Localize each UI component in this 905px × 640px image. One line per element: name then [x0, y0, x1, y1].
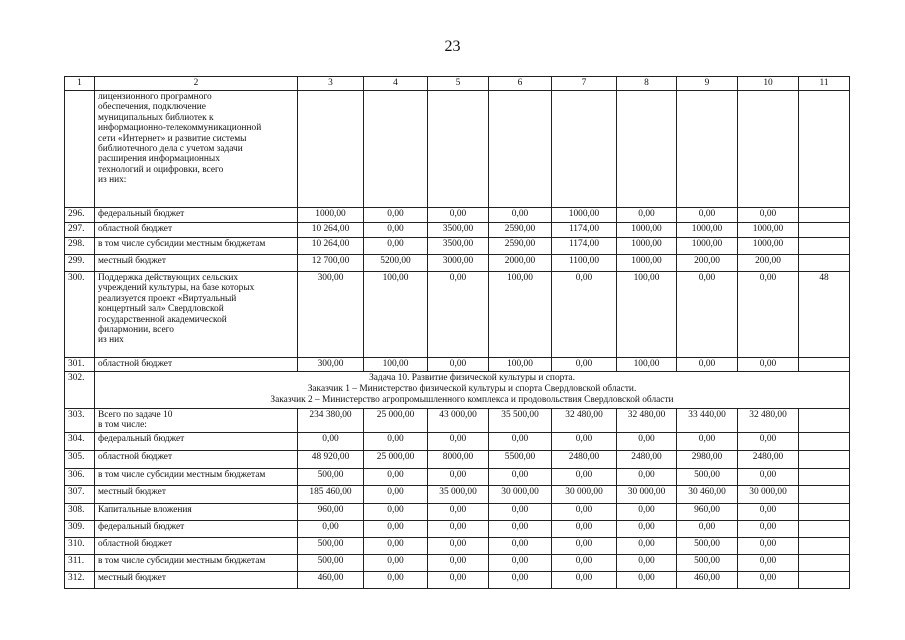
amount-cell: 0,00: [677, 358, 738, 372]
table-row: [65, 503, 850, 520]
amount-cell: 1000,00: [552, 208, 617, 223]
note-cell: [799, 537, 850, 554]
table-row: [65, 432, 850, 450]
amount-cell: 0,00: [617, 554, 677, 571]
amount-cell: 30 460,00: [677, 485, 738, 503]
column-number: 1: [65, 77, 95, 91]
amount-cell: 0,00: [364, 432, 428, 450]
amount-cell: 0,00: [552, 554, 617, 571]
amount-cell: 0,00: [617, 503, 677, 520]
amount-cell: 0,00: [552, 537, 617, 554]
amount-cell: 0,00: [428, 432, 489, 450]
amount-cell: 500,00: [298, 468, 364, 485]
amount-cell: 2480,00: [738, 450, 799, 468]
amount-cell: 2980,00: [677, 450, 738, 468]
table-row: [65, 255, 850, 272]
table-row: [65, 208, 850, 223]
amount-cell: 3500,00: [428, 223, 489, 238]
column-number: 6: [489, 77, 552, 91]
amount-cell: 0,00: [738, 272, 799, 358]
amount-cell: 3000,00: [428, 255, 489, 272]
amount-cell: 0,00: [489, 208, 552, 223]
row-number: 307.: [65, 485, 95, 503]
table-row: [65, 571, 850, 588]
note-cell: [799, 432, 850, 450]
amount-cell: 100,00: [617, 358, 677, 372]
amount-cell: 48 920,00: [298, 450, 364, 468]
row-label: Всего по задаче 10 в том числе:: [95, 409, 298, 433]
amount-cell: 1174,00: [552, 238, 617, 255]
budget-table: [64, 76, 850, 589]
amount-cell: 500,00: [677, 554, 738, 571]
amount-cell: 100,00: [489, 358, 552, 372]
amount-cell: [489, 91, 552, 208]
row-number: 302.: [65, 372, 95, 409]
note-cell: [799, 450, 850, 468]
amount-cell: 2480,00: [617, 450, 677, 468]
amount-cell: 234 380,00: [298, 409, 364, 433]
column-number: 3: [298, 77, 364, 91]
row-label: Поддержка действующих сельских учреждений культуры, на базе которых реализуется проект «Виртуальный концертный зал» Свердловской государственной академической филармонии, всего из них: [95, 272, 298, 358]
amount-cell: 0,00: [552, 468, 617, 485]
row-label: местный бюджет: [95, 571, 298, 588]
amount-cell: 5500,00: [489, 450, 552, 468]
amount-cell: 0,00: [489, 554, 552, 571]
table-row: [65, 409, 850, 433]
amount-cell: 1174,00: [552, 223, 617, 238]
amount-cell: 0,00: [364, 468, 428, 485]
amount-cell: 0,00: [677, 272, 738, 358]
note-cell: [799, 358, 850, 372]
amount-cell: 1000,00: [298, 208, 364, 223]
amount-cell: [617, 91, 677, 208]
amount-cell: 0,00: [552, 520, 617, 537]
amount-cell: 25 000,00: [364, 450, 428, 468]
amount-cell: 0,00: [428, 272, 489, 358]
table-row: [65, 372, 850, 409]
amount-cell: 12 700,00: [298, 255, 364, 272]
note-cell: [799, 571, 850, 588]
amount-cell: 100,00: [364, 358, 428, 372]
amount-cell: 0,00: [738, 520, 799, 537]
row-number: 296.: [65, 208, 95, 223]
amount-cell: 2000,00: [489, 255, 552, 272]
amount-cell: 0,00: [489, 468, 552, 485]
table-row: [65, 450, 850, 468]
amount-cell: 1000,00: [617, 223, 677, 238]
amount-cell: 0,00: [364, 238, 428, 255]
column-number: 7: [552, 77, 617, 91]
amount-cell: 100,00: [364, 272, 428, 358]
note-cell: [799, 223, 850, 238]
amount-cell: 0,00: [428, 208, 489, 223]
table-row: [65, 468, 850, 485]
row-label: областной бюджет: [95, 537, 298, 554]
amount-cell: 1000,00: [738, 223, 799, 238]
amount-cell: 0,00: [298, 520, 364, 537]
column-number: 9: [677, 77, 738, 91]
amount-cell: 200,00: [738, 255, 799, 272]
amount-cell: 30 000,00: [738, 485, 799, 503]
note-cell: [799, 485, 850, 503]
row-label: местный бюджет: [95, 485, 298, 503]
amount-cell: 32 480,00: [552, 409, 617, 433]
row-label: местный бюджет: [95, 255, 298, 272]
row-label: лицензионного програмного обеспечения, подключение муниципальных библиотек к информационно-телекоммуникационной сети «Интернет» и развитие системы библиотечного дела с учетом задачи расширения информационных технологий и оцифровки, всего из них:: [95, 91, 298, 208]
amount-cell: 0,00: [428, 520, 489, 537]
amount-cell: 200,00: [677, 255, 738, 272]
amount-cell: 8000,00: [428, 450, 489, 468]
amount-cell: 100,00: [617, 272, 677, 358]
table-row: [65, 554, 850, 571]
column-number: 8: [617, 77, 677, 91]
table-row: [65, 537, 850, 554]
amount-cell: 0,00: [428, 503, 489, 520]
row-number: 299.: [65, 255, 95, 272]
amount-cell: 1000,00: [617, 238, 677, 255]
amount-cell: 0,00: [298, 432, 364, 450]
row-label: Капитальные вложения: [95, 503, 298, 520]
amount-cell: [364, 91, 428, 208]
row-number: 298.: [65, 238, 95, 255]
amount-cell: 2480,00: [552, 450, 617, 468]
row-number: 301.: [65, 358, 95, 372]
row-label: областной бюджет: [95, 358, 298, 372]
note-cell: [799, 91, 850, 208]
amount-cell: 0,00: [552, 432, 617, 450]
row-number: 304.: [65, 432, 95, 450]
amount-cell: 0,00: [489, 432, 552, 450]
amount-cell: 3500,00: [428, 238, 489, 255]
amount-cell: 0,00: [738, 432, 799, 450]
amount-cell: 5200,00: [364, 255, 428, 272]
row-number: 310.: [65, 537, 95, 554]
column-number: 11: [799, 77, 850, 91]
row-number: 309.: [65, 520, 95, 537]
amount-cell: 0,00: [364, 503, 428, 520]
amount-cell: 0,00: [677, 432, 738, 450]
amount-cell: 0,00: [677, 208, 738, 223]
amount-cell: 0,00: [489, 537, 552, 554]
amount-cell: 0,00: [617, 468, 677, 485]
row-number: 300.: [65, 272, 95, 358]
amount-cell: 0,00: [489, 503, 552, 520]
amount-cell: 0,00: [617, 571, 677, 588]
note-cell: [799, 238, 850, 255]
row-number: 306.: [65, 468, 95, 485]
row-label: областной бюджет: [95, 450, 298, 468]
amount-cell: 0,00: [738, 554, 799, 571]
amount-cell: 500,00: [298, 554, 364, 571]
row-number: 308.: [65, 503, 95, 520]
note-cell: [799, 554, 850, 571]
column-number: 5: [428, 77, 489, 91]
amount-cell: 30 000,00: [489, 485, 552, 503]
table-row: [65, 485, 850, 503]
amount-cell: 10 264,00: [298, 223, 364, 238]
note-cell: [799, 409, 850, 433]
amount-cell: 30 000,00: [552, 485, 617, 503]
amount-cell: 0,00: [489, 520, 552, 537]
amount-cell: 185 460,00: [298, 485, 364, 503]
amount-cell: 0,00: [738, 358, 799, 372]
amount-cell: 1000,00: [617, 255, 677, 272]
amount-cell: 460,00: [677, 571, 738, 588]
row-label: федеральный бюджет: [95, 520, 298, 537]
amount-cell: 0,00: [489, 571, 552, 588]
amount-cell: 1100,00: [552, 255, 617, 272]
amount-cell: 0,00: [617, 208, 677, 223]
amount-cell: 100,00: [489, 272, 552, 358]
amount-cell: 300,00: [298, 272, 364, 358]
table-row: [65, 91, 850, 208]
amount-cell: 0,00: [428, 571, 489, 588]
amount-cell: 0,00: [364, 571, 428, 588]
amount-cell: 10 264,00: [298, 238, 364, 255]
amount-cell: 32 480,00: [738, 409, 799, 433]
amount-cell: 500,00: [677, 537, 738, 554]
note-cell: [799, 468, 850, 485]
amount-cell: 0,00: [738, 208, 799, 223]
amount-cell: 0,00: [364, 223, 428, 238]
row-label: в том числе субсидии местным бюджетам: [95, 468, 298, 485]
amount-cell: 0,00: [552, 358, 617, 372]
row-number: 312.: [65, 571, 95, 588]
amount-cell: 0,00: [677, 520, 738, 537]
amount-cell: 0,00: [738, 571, 799, 588]
row-number: 297.: [65, 223, 95, 238]
amount-cell: [738, 91, 799, 208]
amount-cell: 0,00: [738, 503, 799, 520]
column-number: 2: [95, 77, 298, 91]
amount-cell: [552, 91, 617, 208]
amount-cell: 960,00: [298, 503, 364, 520]
amount-cell: 0,00: [617, 537, 677, 554]
row-label: в том числе субсидии местным бюджетам: [95, 238, 298, 255]
row-label: федеральный бюджет: [95, 432, 298, 450]
amount-cell: 43 000,00: [428, 409, 489, 433]
amount-cell: 25 000,00: [364, 409, 428, 433]
table-row: [65, 520, 850, 537]
row-number: [65, 91, 95, 208]
amount-cell: 0,00: [364, 537, 428, 554]
row-number: 305.: [65, 450, 95, 468]
task-heading: Задача 10. Развитие физической культуры и спорта. Заказчик 1 – Министерство физической культуры и спорта Свердловской области. Заказчик 2 – Министерство агропромышленного комплекса и продовольствия Свердловской области: [95, 372, 850, 409]
amount-cell: 35 000,00: [428, 485, 489, 503]
amount-cell: 1000,00: [677, 223, 738, 238]
note-cell: [799, 503, 850, 520]
amount-cell: 0,00: [552, 503, 617, 520]
column-number: 10: [738, 77, 799, 91]
amount-cell: 0,00: [364, 485, 428, 503]
page-number: 23: [444, 38, 461, 55]
amount-cell: 30 000,00: [617, 485, 677, 503]
amount-cell: 35 500,00: [489, 409, 552, 433]
amount-cell: 2590,00: [489, 223, 552, 238]
amount-cell: 960,00: [677, 503, 738, 520]
amount-cell: 0,00: [428, 358, 489, 372]
note-cell: [799, 255, 850, 272]
amount-cell: 33 440,00: [677, 409, 738, 433]
row-label: областной бюджет: [95, 223, 298, 238]
amount-cell: 0,00: [738, 468, 799, 485]
amount-cell: 1000,00: [738, 238, 799, 255]
amount-cell: 0,00: [364, 554, 428, 571]
note-cell: [799, 208, 850, 223]
amount-cell: 0,00: [617, 520, 677, 537]
row-label: в том числе субсидии местным бюджетам: [95, 554, 298, 571]
amount-cell: [298, 91, 364, 208]
note-cell: [799, 520, 850, 537]
table-row: [65, 223, 850, 238]
amount-cell: 300,00: [298, 358, 364, 372]
row-label: федеральный бюджет: [95, 208, 298, 223]
amount-cell: 1000,00: [677, 238, 738, 255]
amount-cell: [428, 91, 489, 208]
amount-cell: 0,00: [552, 571, 617, 588]
amount-cell: 0,00: [617, 432, 677, 450]
amount-cell: [677, 91, 738, 208]
amount-cell: 460,00: [298, 571, 364, 588]
column-number: 4: [364, 77, 428, 91]
table-row: [65, 272, 850, 358]
amount-cell: 32 480,00: [617, 409, 677, 433]
note-cell: 48: [799, 272, 850, 358]
table-row: [65, 238, 850, 255]
amount-cell: 0,00: [428, 468, 489, 485]
amount-cell: 2590,00: [489, 238, 552, 255]
table-row: [65, 358, 850, 372]
row-number: 303.: [65, 409, 95, 433]
amount-cell: 0,00: [552, 272, 617, 358]
amount-cell: 500,00: [298, 537, 364, 554]
amount-cell: 0,00: [738, 537, 799, 554]
amount-cell: 500,00: [677, 468, 738, 485]
amount-cell: 0,00: [428, 537, 489, 554]
amount-cell: 0,00: [364, 208, 428, 223]
row-number: 311.: [65, 554, 95, 571]
amount-cell: 0,00: [364, 520, 428, 537]
amount-cell: 0,00: [428, 554, 489, 571]
column-number-row: [65, 77, 850, 91]
